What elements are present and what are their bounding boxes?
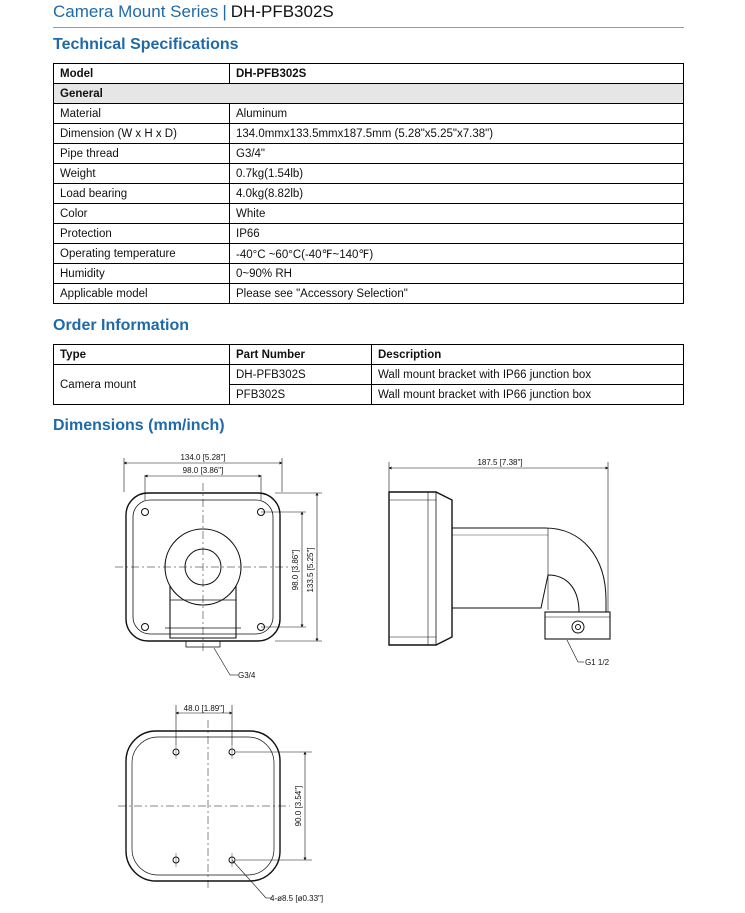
spec-label: Dimension (W x H x D) — [54, 124, 230, 144]
dimensions-title: Dimensions (mm/inch) — [53, 417, 225, 434]
side-depth-label: 187.5 [7.38"] — [477, 458, 523, 467]
spec-group-label: General — [54, 84, 684, 104]
spec-label: Pipe thread — [54, 144, 230, 164]
front-width-outer-label: 134.0 [5.28"] — [180, 453, 226, 462]
back-holes-label: 4-ø8.5 [ø0.33"] — [270, 894, 324, 903]
side-view-drawing — [389, 462, 610, 662]
spec-value: 4.0kg(8.82lb) — [230, 184, 684, 204]
order-part: DH-PFB302S — [230, 365, 372, 385]
spec-label: Weight — [54, 164, 230, 184]
back-hole-spacing-x-label: 48.0 [1.89"] — [183, 704, 225, 713]
front-thread-label: G3/4 — [238, 671, 256, 680]
series-title: Camera Mount Series — [53, 2, 219, 21]
spec-value: 0.7kg(1.54lb) — [230, 164, 684, 184]
back-hole-spacing-y-label: 90.0 [3.54"] — [294, 785, 303, 827]
spec-label: Material — [54, 104, 230, 124]
spec-value: -40°C ~60°C(-40℉~140℉) — [230, 244, 684, 264]
spec-value: 0~90% RH — [230, 264, 684, 284]
order-information-title: Order Information — [53, 317, 190, 334]
order-part: PFB302S — [230, 385, 372, 405]
order-description: Wall mount bracket with IP66 junction box — [372, 365, 684, 385]
spec-value: White — [230, 204, 684, 224]
header-separator: | — [222, 2, 227, 21]
spec-label: Color — [54, 204, 230, 224]
spec-value: IP66 — [230, 224, 684, 244]
front-height-inner-label: 98.0 [3.86"] — [291, 549, 300, 591]
spec-value: Please see "Accessory Selection" — [230, 284, 684, 304]
spec-label: Protection — [54, 224, 230, 244]
spec-value: 134.0mmx133.5mmx187.5mm (5.28"x5.25"x7.38") — [230, 124, 684, 144]
spec-label: Applicable model — [54, 284, 230, 304]
order-head-part: Part Number — [230, 345, 372, 365]
order-head-description: Description — [372, 345, 684, 365]
spec-label: Humidity — [54, 264, 230, 284]
spec-head-label: Model — [54, 64, 230, 84]
header-model: DH-PFB302S — [230, 2, 334, 21]
spec-head-value: DH-PFB302S — [230, 64, 684, 84]
order-head-type: Type — [54, 345, 230, 365]
front-width-inner-label: 98.0 [3.86"] — [182, 466, 224, 475]
spec-label: Load bearing — [54, 184, 230, 204]
side-thread-label: G1 1/2 — [585, 658, 610, 667]
technical-specifications-title: Technical Specifications — [53, 36, 239, 53]
spec-value: Aluminum — [230, 104, 684, 124]
order-type: Camera mount — [54, 365, 230, 405]
front-height-outer-label: 133.5 [5.25"] — [306, 547, 315, 593]
order-description: Wall mount bracket with IP66 junction box — [372, 385, 684, 405]
back-view-drawing — [118, 705, 312, 898]
spec-label: Operating temperature — [54, 244, 230, 264]
spec-value: G3/4" — [230, 144, 684, 164]
